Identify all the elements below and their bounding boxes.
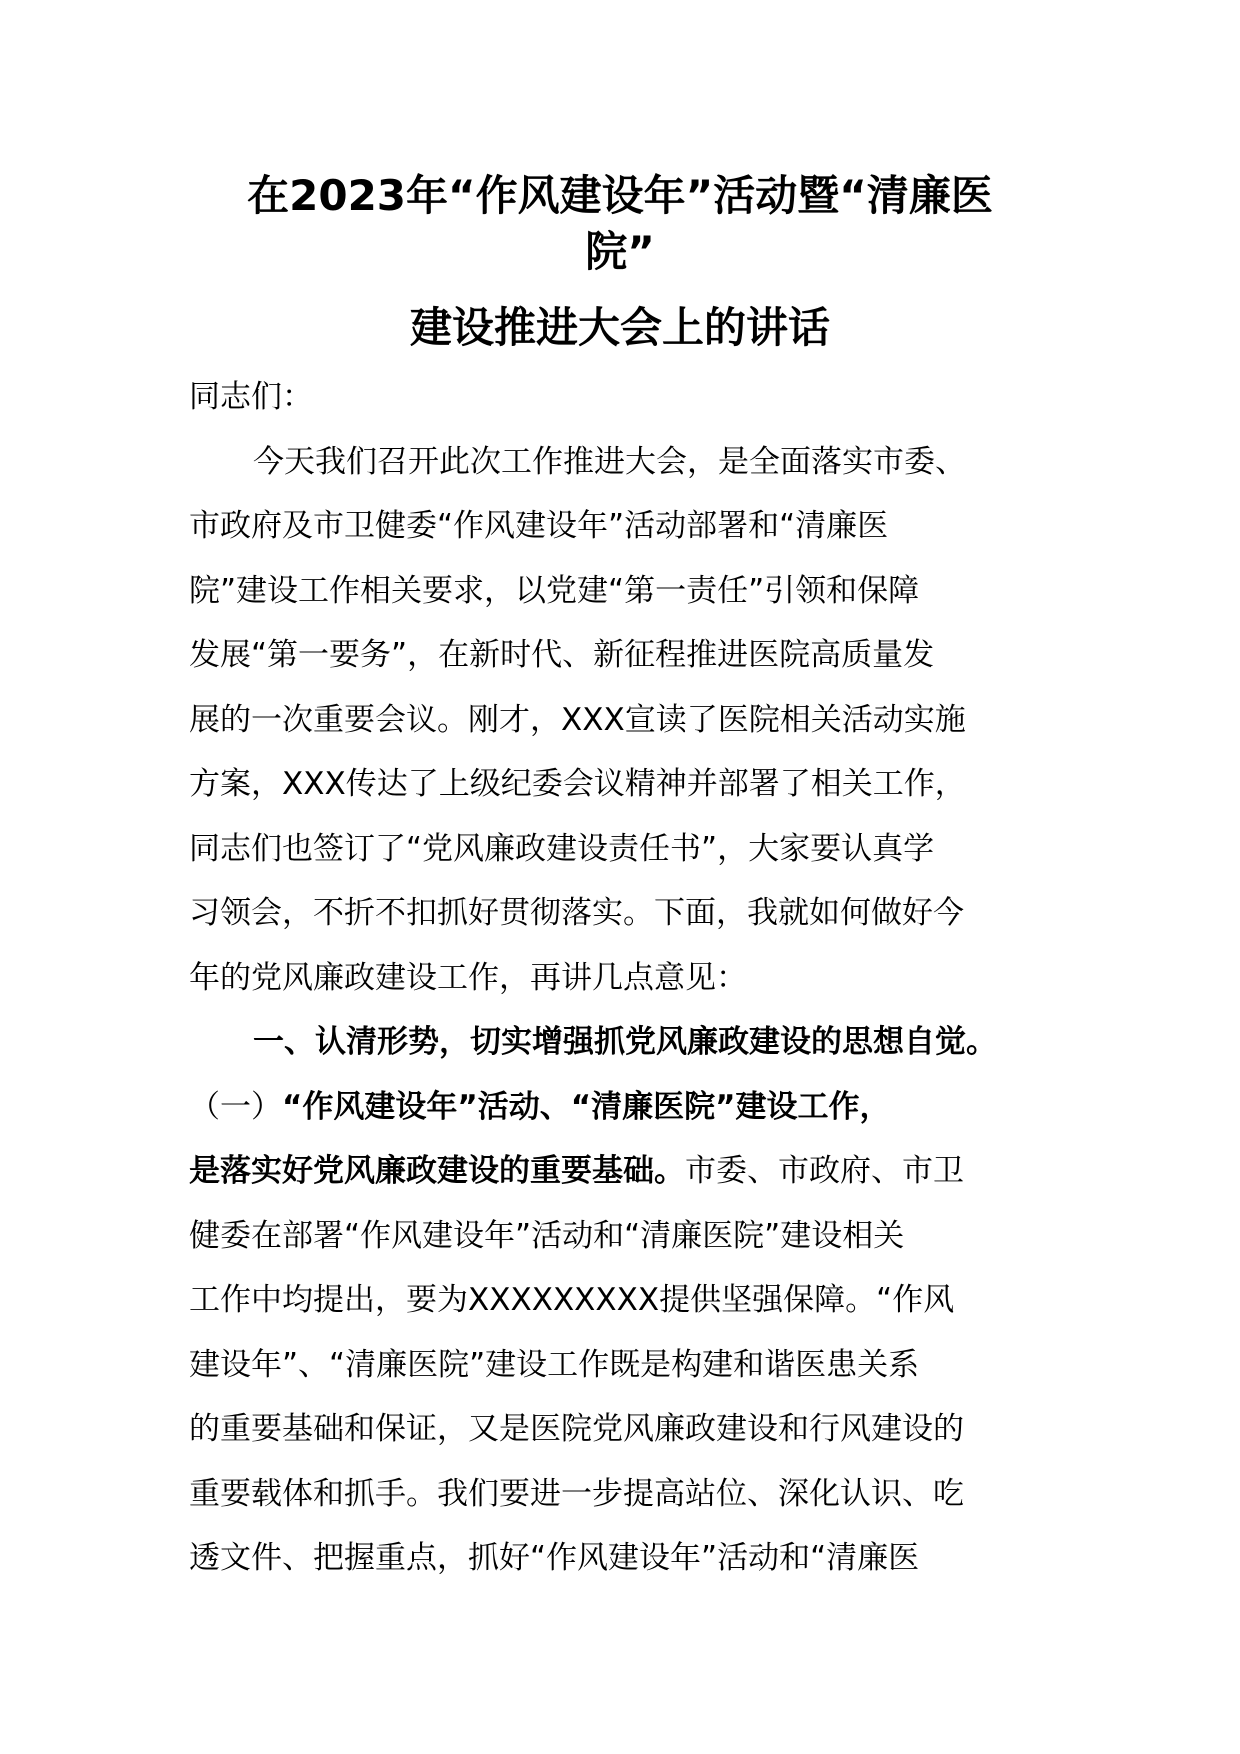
paragraph-line: 方案，XXX传达了上级纪委会议精神并部署了相关工作， bbox=[189, 766, 966, 802]
paragraph-line: 年的党风廉政建设工作，再讲几点意见： bbox=[189, 959, 747, 996]
document-title bbox=[150, 168, 1090, 356]
paragraph-line: 今天我们召开此次工作推进大会，是全面落实市委、 bbox=[253, 443, 966, 480]
subsection-number: （一） bbox=[189, 1088, 282, 1125]
paragraph-line: 市政府及市卫健委“作风建设年”活动部署和“清廉医 bbox=[189, 508, 889, 544]
document-body bbox=[189, 365, 1053, 1591]
title-line-2: 院” bbox=[585, 227, 655, 276]
salutation: 同志们： bbox=[189, 379, 313, 415]
paragraph-line: 院”建设工作相关要求，以党建“第一责任”引领和保障 bbox=[189, 572, 920, 609]
paragraph-line: 重要载体和抓手。我们要进一步提高站位、深化认识、吃 bbox=[189, 1475, 964, 1512]
subsection-heading-line bbox=[189, 1075, 1053, 1140]
paragraph-line: 发展“第一要务”，在新时代、新征程推进医院高质量发 bbox=[189, 637, 935, 673]
title-line-1: 在2023年“作风建设年”活动暨“清廉医 bbox=[247, 171, 993, 220]
paragraph-line: 透文件、把握重点，抓好“作风建设年”活动和“清廉医 bbox=[189, 1540, 920, 1576]
paragraph-line: 建设年”、“清廉医院”建设工作既是构建和谐医患关系 bbox=[189, 1346, 920, 1383]
intro-paragraph bbox=[189, 430, 1053, 1011]
paragraph-line: 展的一次重要会议。刚才，XXX宣读了医院相关活动实施 bbox=[189, 701, 966, 738]
title-line-3: 建设推进大会上的讲话 bbox=[409, 303, 830, 352]
paragraph-line bbox=[189, 1139, 1053, 1204]
paragraph-line: 健委在部署“作风建设年”活动和“清廉医院”建设相关 bbox=[189, 1217, 905, 1254]
subsection-heading: “作风建设年”活动、“清廉医院”建设工作， bbox=[282, 1088, 891, 1125]
subsection-heading-continued: 是落实好党风廉政建设的重要基础。 bbox=[189, 1153, 685, 1189]
subsection-paragraph bbox=[189, 1204, 1053, 1591]
section-heading: 一、认清形势，切实增强抓党风廉政建设的思想自觉。 bbox=[253, 1024, 997, 1060]
paragraph-line: 习领会，不折不扣抓好贯彻落实。下面，我就如何做好今 bbox=[189, 895, 964, 931]
paragraph-text: 市委、市政府、市卫 bbox=[685, 1153, 964, 1189]
paragraph-line: 同志们也签订了“党风廉政建设责任书”，大家要认真学 bbox=[189, 830, 935, 867]
paragraph-line: 工作中均提出，要为XXXXXXXXX提供坚强保障。“作风 bbox=[189, 1282, 955, 1318]
paragraph-line: 的重要基础和保证，又是医院党风廉政建设和行风建设的 bbox=[189, 1411, 964, 1447]
